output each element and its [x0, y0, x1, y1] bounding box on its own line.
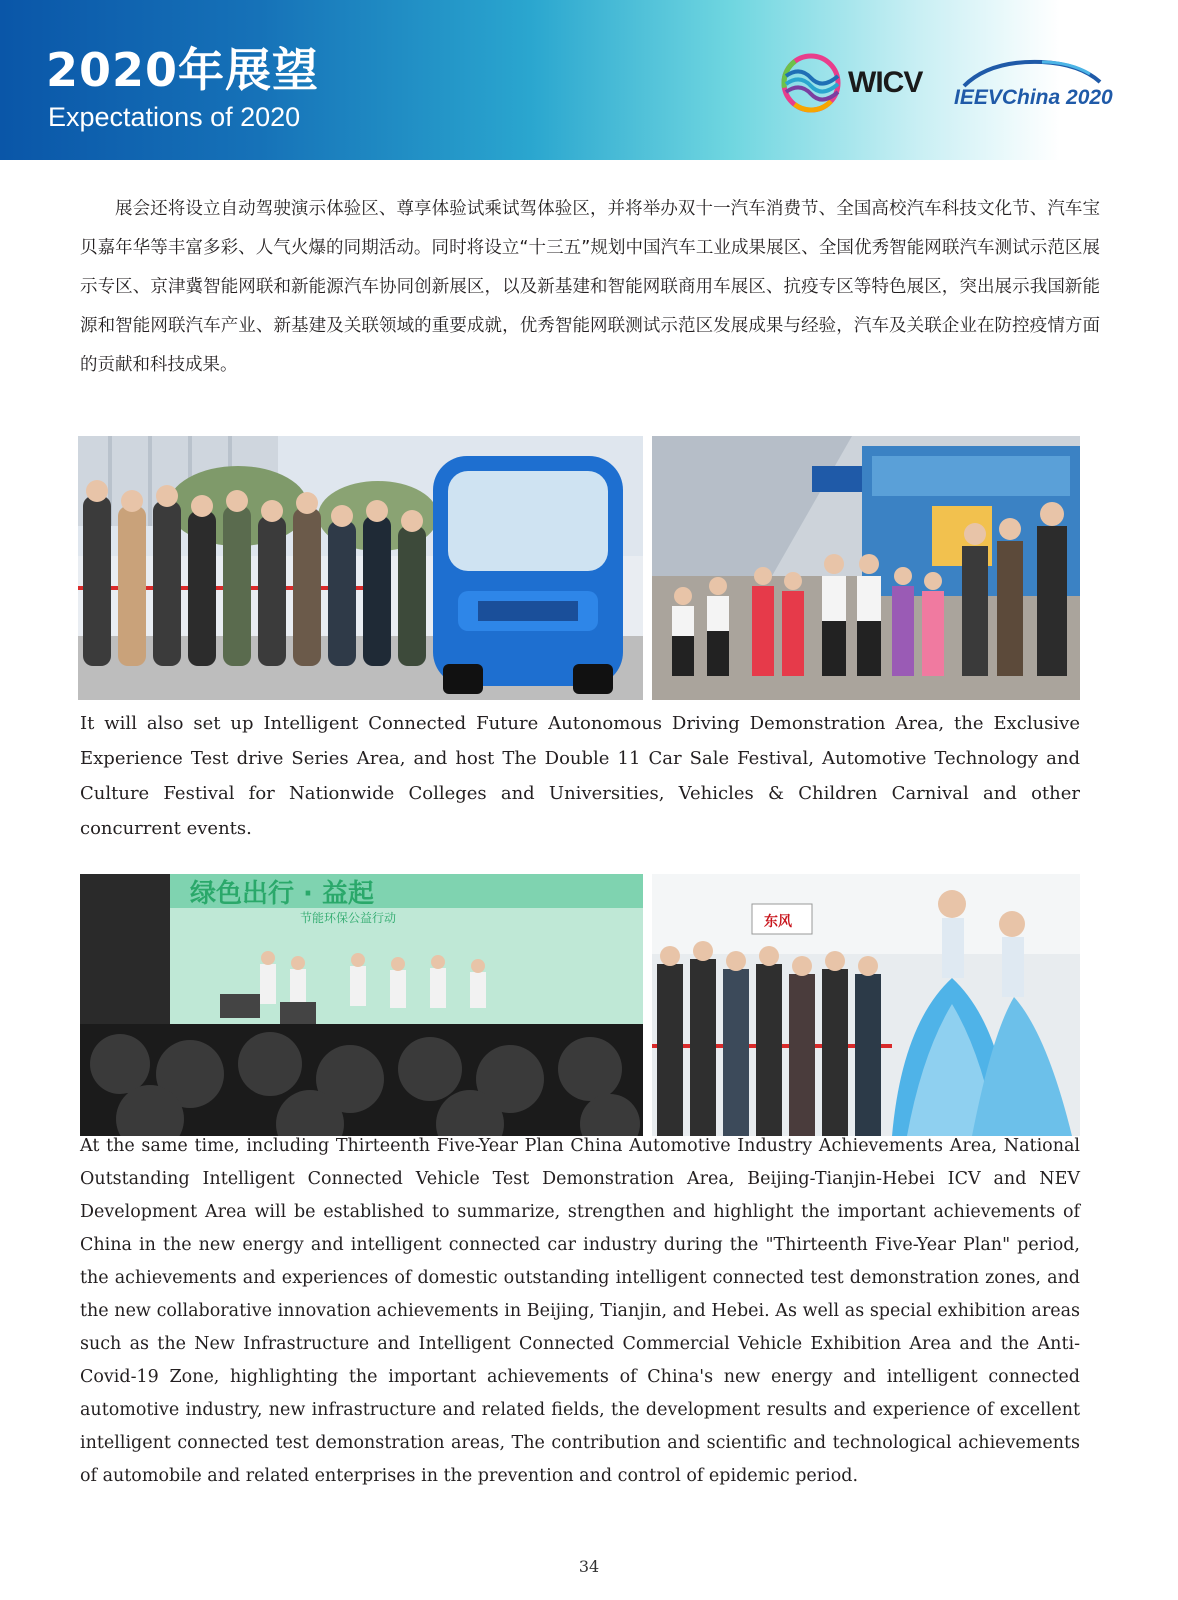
dongfeng-sign-text: 东风	[764, 914, 792, 930]
page-header	[0, 0, 1178, 160]
photo-children-parade	[652, 436, 1080, 700]
wicv-logo	[778, 50, 938, 116]
page-title-cn: 2020年展望	[46, 43, 320, 97]
ieev-logo-text: IEEVChina 2020	[954, 86, 1113, 109]
wicv-emblem-icon	[778, 50, 848, 116]
ieev-logo	[950, 56, 1120, 116]
paragraph-en-1: It will also set up Intelligent Connected Future Autonomous Driving Demonstration Area, the Exclusive Experience Test drive Series Area, and host The Double 11 Car Sale Festival, Automotive Technology and Culture Festival for Nationwide Colleges and Universities, Vehicles & Children Carnival and other concurrent events.	[80, 713, 1080, 839]
car-outline-icon	[950, 56, 1120, 90]
photo-autonomous-bus	[78, 436, 643, 700]
stage-subbanner-text: 节能环保公益行动	[300, 911, 397, 925]
stage-banner-text: 绿色出行 · 益起	[190, 879, 374, 909]
paragraph-cn: 展会还将设立自动驾驶演示体验区、尊享体验试乘试驾体验区，并将举办双十一汽车消费节、全国高校汽车科技文化节、汽车宝贝嘉年华等丰富多彩、人气火爆的同期活动。同时将设立“十三五”规划中国汽车工业成果展区、全国优秀智能网联汽车测试示范区展示专区、京津冀智能网联和新能源汽车协同创新展区，以及新基建和智能网联商用车展区、抗疫专区等特色展区，突出展示我国新能源和智能网联汽车产业、新基建及关联领域的重要成就，优秀智能网联测试示范区发展成果与经验，汽车及关联企业在防控疫情方面的贡献和科技成果。	[80, 199, 1100, 375]
photo-stage-show	[80, 874, 643, 1136]
page-number: 34	[578, 1557, 600, 1576]
photo-model-show	[652, 874, 1080, 1136]
paragraph-en-2: At the same time, including Thirteenth Five-Year Plan China Automotive Industry Achievements Area, National Outstanding Intelligent Connected Vehicle Test Demonstration Area, Beijing-Tianjin-Hebei ICV and NEV Development Area will be established to summarize, strengthen and highlight the important achievements of China in the new energy and intelligent connected car industry during the "Thirteenth Five-Year Plan" period, the achievements and experiences of domestic outstanding intelligent connected test demonstration zones, and the new collaborative innovation achievements in Beijing, Tianjin, and Hebei. As well as special exhibition areas such as the New Infrastructure and Intelligent Connected Commercial Vehicle Exhibition Area and the Anti-Covid-19 Zone, highlighting the important achievements of China's new energy and intelligent connected automotive industry, new infrastructure and related fields, the development results and experience of excellent intelligent connected test demonstration areas, The contribution and scientific and technological achievements of automobile and related enterprises in the prevention and control of epidemic period.	[80, 1136, 1080, 1486]
page-title-en: Expectations of 2020	[48, 102, 301, 132]
wicv-logo-text: WICV	[848, 66, 923, 99]
